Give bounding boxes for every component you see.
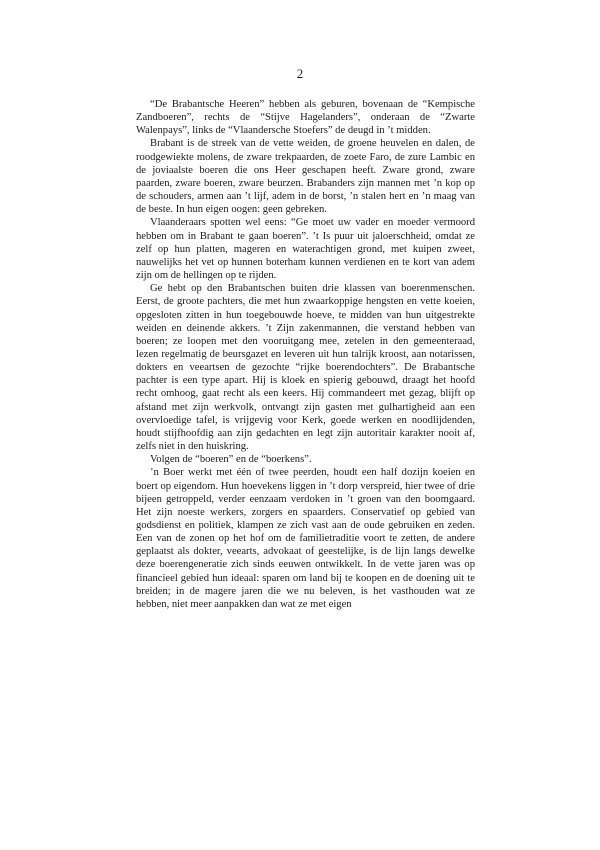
paragraph-5: Volgen de “boeren” en de “boerkens”.	[150, 454, 312, 466]
paragraph-3: Vlaanderaars spotten wel eens: “Ge moet uw vader en moeder vermoord hebben om in Brabant te gaan boeren”. ’t Is puur uit jaloerschheid, omdat ze zelf op hun platten, mageren en waterachtigen grond, met kuipen zweet, nauwelijks het vet op hunnen boterham kunnen verdienen en te kort van adem zijn om de hellingen op te rijden.	[136, 217, 475, 282]
body-text	[136, 98, 475, 611]
paragraph-4: Ge hebt op den Brabantschen buiten drie klassen van boerenmenschen. Eerst, de groote pachters, die met hun zwaarkoppige hengsten en vette koeien, opgesloten zitten in hun toegebouwde hoeve, te midden van hun uitgestrekte weiden en deinende akkers. ’t Zijn zakenmannen, die verstand hebben van boeren; ze loopen met den vooruitgang mee, zetelen in den gemeenteraad, lezen regelmatig de beursgazet en leveren uit hun talrijk kroost, aan notarissen, dokters en veeartsen de gezochte “rijke boerendochters”. De Brabantsche pachter is een type apart. Hij is kloek en spierig gebouwd, draagt het hoofd recht omhoog, gaat recht als een keers. Hij commandeert met gezag, blijft op afstand met zijn werkvolk, ontvangt zijn gasten met gulhartigheid aan een overvloedige tafel, is vrijgevig voor Kerk, goede werken en noodlijdenden, houdt stijfhoofdig aan zijn gedachten en legt zijn autoritair karakter nooit af, zelfs niet in den huiskring.	[136, 283, 475, 453]
paragraph-1: “De Brabantsche Heeren” hebben als geburen, bovenaan de “Kempische Zandboeren”, rechts de “Stijve Hagelanders”, onderaan de “Zwarte Walenpays”, links de “Vlaandersche Stoefers” de deugd in ’t midden.	[136, 99, 475, 137]
paragraph-2: Brabant is de streek van de vette weiden, de groene heuvelen en dalen, de roodgewiekte molens, de zware trekpaarden, de zoete Faro, de zure Lambic en de joviaalste boeren die ons Heer geschapen heeft. Zware grond, zware paarden, zware boeren, zware beurzen. Brabanders zijn mannen met ’n kop op de schouders, armen aan ’t lijf, adem in de borst, ’n stalen hert en ’n maag van de beste. In hun eigen oogen: geen gebreken.	[136, 138, 475, 216]
paragraph-6: ’n Boer werkt met één of twee peerden, houdt een half dozijn koeien en boert op eigendom. Hun hoevekens liggen in ’t dorp verspreid, hier twee of drie bijeen getroppeld, verder eenzaam verdoken in ’t groen van den boomgaard. Het zijn noeste werkers, zorgers en spaarders. Conservatief op gebied van godsdienst en politiek, klampen ze zich vast aan de oude gebruiken en zeden. Een van de zonen op het hof om de familietraditie voort te zetten, de andere geplaatst als dokter, veearts, advokaat of geestelijke, is de lijn langs dewelke deze boerengeneratie zich sinds eeuwen ontwikkelt. In de vette jaren was op financieel gebied hun ideaal: sparen om land bij te koopen en de doening uit te breiden; in de magere jaren die we nu beleven, is het vasthouden wat ze hebben, niet meer aanpakken dan wat ze met eigen	[136, 467, 475, 610]
page-number: 2	[296, 66, 304, 81]
